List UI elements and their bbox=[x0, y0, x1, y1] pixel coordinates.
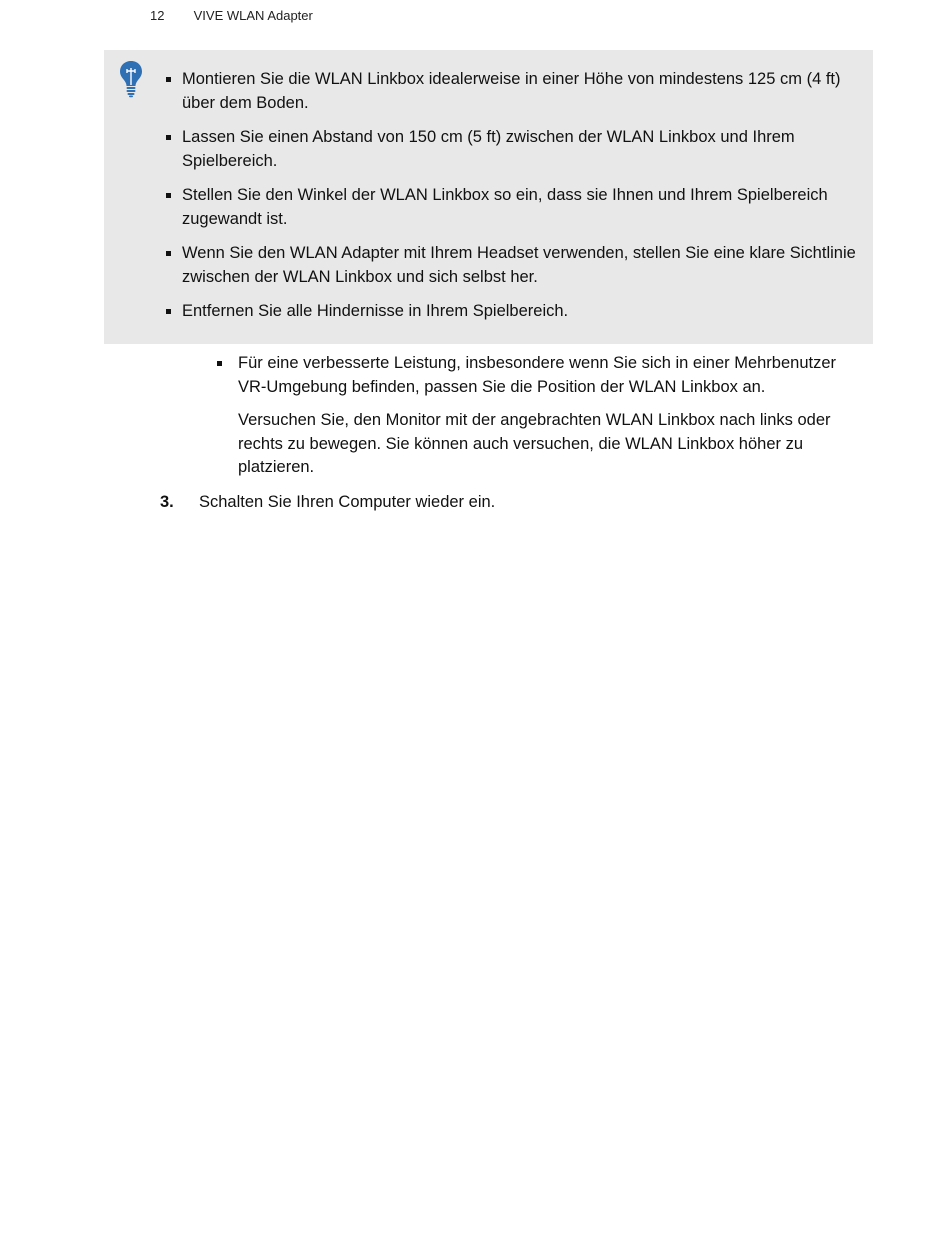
tip-item-text: Entfernen Sie alle Hindernisse in Ihrem Spielbereich. bbox=[182, 302, 569, 320]
bullet-icon bbox=[166, 193, 171, 198]
sub-list bbox=[217, 352, 867, 490]
tip-item bbox=[164, 68, 864, 115]
tip-box bbox=[104, 50, 873, 344]
tip-item bbox=[164, 300, 864, 324]
bullet-icon bbox=[166, 251, 171, 256]
step-3 bbox=[160, 491, 495, 515]
lightbulb-icon bbox=[119, 60, 143, 98]
sub-item-note: Versuchen Sie, den Monitor mit der angebrachten WLAN Linkbox nach links oder rechts zu bewegen. Sie können auch versuchen, die WLAN Linkbox höher zu platzieren. bbox=[238, 411, 831, 476]
step-text: Schalten Sie Ihren Computer wieder ein. bbox=[199, 493, 496, 511]
bullet-icon bbox=[217, 361, 222, 366]
page-header bbox=[150, 8, 313, 23]
tip-item bbox=[164, 184, 864, 231]
tip-item-text: Wenn Sie den WLAN Adapter mit Ihrem Headset verwenden, stellen Sie eine klare Sichtlinie zwischen der WLAN Linkbox und sich selbst her. bbox=[182, 244, 856, 286]
page-number: 12 bbox=[150, 8, 165, 23]
tip-list bbox=[164, 68, 864, 335]
sub-list-item bbox=[217, 352, 867, 480]
bullet-icon bbox=[166, 135, 171, 140]
document-title: VIVE WLAN Adapter bbox=[193, 8, 313, 23]
bullet-icon bbox=[166, 309, 171, 314]
tip-item-text: Montieren Sie die WLAN Linkbox idealerweise in einer Höhe von mindestens 125 cm (4 ft) über dem Boden. bbox=[182, 70, 841, 112]
step-number: 3. bbox=[160, 493, 174, 511]
tip-item-text: Lassen Sie einen Abstand von 150 cm (5 ft) zwischen der WLAN Linkbox und Ihrem Spielbereich. bbox=[182, 128, 795, 170]
bullet-icon bbox=[166, 77, 171, 82]
tip-item bbox=[164, 242, 864, 289]
sub-item-text: Für eine verbesserte Leistung, insbesondere wenn Sie sich in einer Mehrbenutzer VR-Umgebung befinden, passen Sie die Position der WLAN Linkbox an. bbox=[238, 354, 837, 396]
tip-item-text: Stellen Sie den Winkel der WLAN Linkbox so ein, dass sie Ihnen und Ihrem Spielbereich zugewandt ist. bbox=[182, 186, 828, 228]
tip-item bbox=[164, 126, 864, 173]
